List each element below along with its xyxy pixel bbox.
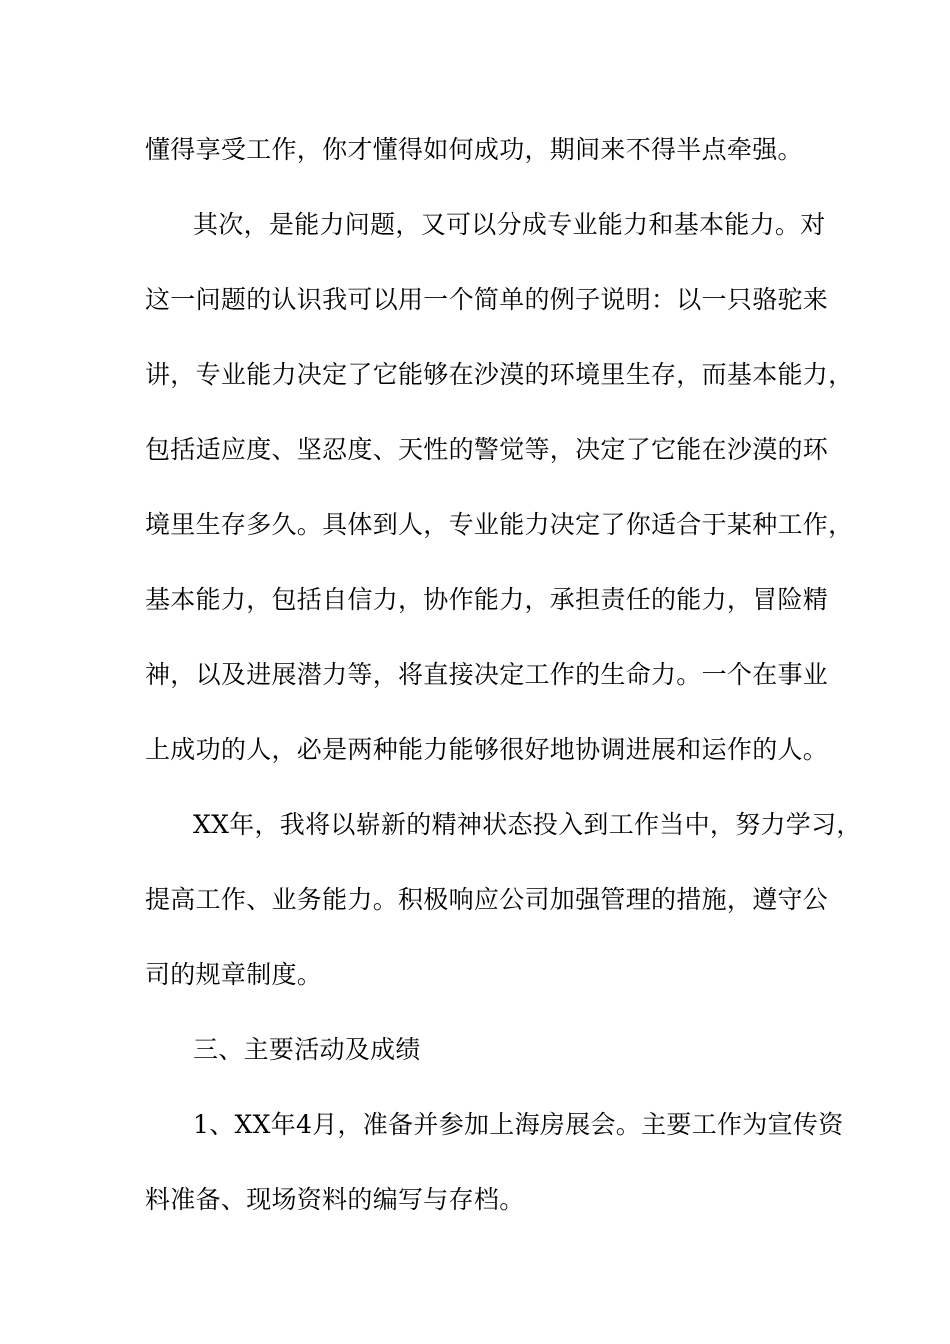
section-heading: 三、主要活动及成绩 — [193, 1035, 421, 1064]
text-line-5: 包括适应度、坚忍度、天性的警觉等，决定了它能在沙漠的环 — [145, 435, 829, 464]
text-line-11: 提高工作、业务能力。积极响应公司加强管理的措施，遵守公 — [145, 885, 829, 914]
text-line-9: 上成功的人，必是两种能力能够很好地协调进展和运作的人。 — [145, 735, 829, 764]
text-line-8: 神，以及进展潜力等，将直接决定工作的生命力。一个在事业 — [145, 660, 829, 689]
text-line-3: 这一问题的认识我可以用一个简单的例子说明：以一只骆驼来 — [145, 285, 829, 314]
text-line-10: XX年，我将以崭新的精神状态投入到工作当中，努力学习， — [193, 810, 862, 839]
text-line-6: 境里生存多久。具体到人，专业能力决定了你适合于某种工作， — [145, 510, 854, 539]
text-line-4: 讲，专业能力决定了它能够在沙漠的环境里生存，而基本能力， — [145, 360, 854, 389]
text-line-7: 基本能力，包括自信力，协作能力，承担责任的能力，冒险精 — [145, 585, 829, 614]
text-line-2: 其次，是能力问题，又可以分成专业能力和基本能力。对 — [193, 210, 826, 239]
text-line-15: 料准备、现场资料的编写与存档。 — [145, 1185, 525, 1214]
text-line-1: 懂得享受工作，你才懂得如何成功，期间来不得半点牵强。 — [145, 135, 803, 164]
text-line-12: 司的规章制度。 — [145, 960, 323, 989]
text-line-14: 1、XX年4月，准备并参加上海房展会。主要工作为宣传资 — [193, 1110, 844, 1139]
